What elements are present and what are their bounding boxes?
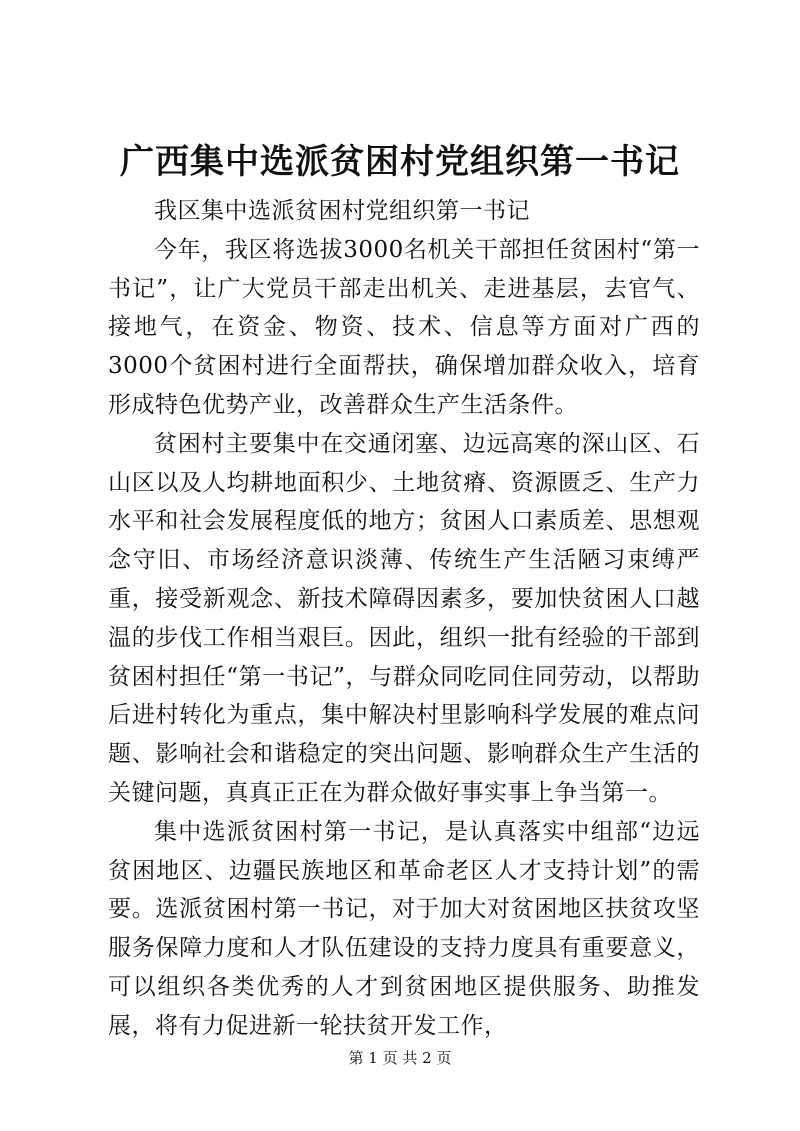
page-footer: 第 1 页 共 2 页 (348, 1049, 452, 1067)
document-title: 广西集中选派贫困村党组织第一书记 (120, 142, 680, 182)
paragraph-subtitle: 我区集中选派贫困村党组织第一书记 (154, 198, 530, 224)
paragraph-background: 贫困村主要集中在交通闭塞、边远高寒的深山区、石山区以及人均耕地面积少、土地贫瘠、资源匮乏、生产力水平和社会发展程度低的地方；贫困人口素质差、思想观念守旧、市场经济意识淡薄、传统生产生活陋习束缚严重，接受新观念、新技术障碍因素多，要加快贫困人口越温的步伐工作相当艰巨。因此，组织一批有经验的干部到贫困村担任“第一书记”，与群众同吃同住同劳动，以帮助后进村转化为重点，集中解决村里影响科学发展的难点问题、影响社会和谐稳定的突出问题、影响群众生产生活的关键问题，真真正正在为群众做好事实事上争当第一。 (108, 430, 700, 806)
document-body (108, 192, 700, 1046)
paragraph-intro: 今年，我区将选拔3000名机关干部担任贫困村“第一书记”，让广大党员干部走出机关、走进基层，去官气、接地气，在资金、物资、技术、信息等方面对广西的3000个贫困村进行全面帮扶，确保增加群众收入，培育形成特色优势产业，改善群众生产生活条件。 (108, 236, 700, 418)
paragraph-significance: 集中选派贫困村第一书记，是认真落实中组部“边远贫困地区、边疆民族地区和革命老区人才支持计划”的需要。选派贫困村第一书记，对于加大对贫困地区扶贫攻坚服务保障力度和人才队伍建设的支持力度具有重要意义，可以组织各类优秀的人才到贫困地区提供服务、助推发展，将有力促进新一轮扶贫开发工作， (108, 818, 700, 1039)
